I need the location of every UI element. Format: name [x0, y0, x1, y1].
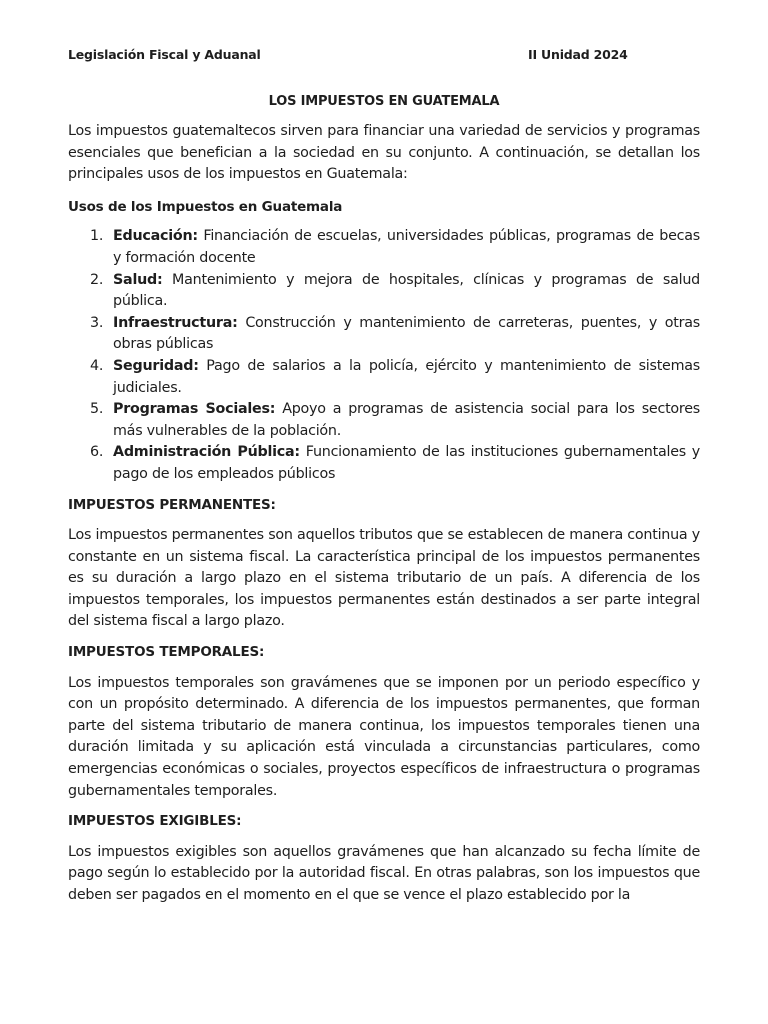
list-item-term: Salud:	[113, 271, 163, 288]
section-heading-exigibles: IMPUESTOS EXIGIBLES:	[68, 813, 242, 830]
document-title: LOS IMPUESTOS EN GUATEMALA	[268, 94, 500, 109]
section-heading-temporales: IMPUESTOS TEMPORALES:	[68, 644, 265, 661]
list-item-term: Infraestructura:	[113, 314, 238, 331]
list-item-number: 3.	[90, 314, 104, 331]
list-item-text: Apoyo a programas de asistencia social para los sectores más vulnerables de la población.	[113, 401, 700, 439]
uses-list	[68, 226, 700, 485]
list-item-number: 4.	[90, 357, 104, 374]
list-item-text: Construcción y mantenimiento de carreteras, puentes, y otras obras públicas	[113, 314, 700, 353]
list-item-text: Financiación de escuelas, universidades públicas, programas de becas y formación docente	[113, 228, 700, 266]
header-unit-label: II Unidad 2024	[528, 47, 628, 62]
header-course-title: Legislación Fiscal y Aduanal	[68, 47, 261, 62]
list-item	[68, 399, 700, 442]
section-body-exigibles: Los impuestos exigibles son aquellos gravámenes que han alcanzado su fecha límite de pago según lo establecido por la autoridad fiscal. En otras palabras, son los impuestos que deben ser pagados en el momento en el que se vence el plazo establecido por la	[68, 843, 700, 903]
list-item-number: 6.	[90, 444, 104, 461]
list-item-text: Funcionamiento de las instituciones gubernamentales y pago de los empleados públicos	[113, 444, 700, 482]
list-item	[68, 442, 700, 485]
intro-paragraph: Los impuestos guatemaltecos sirven para financiar una variedad de servicios y programas esenciales que benefician a la sociedad en su conjunto. A continuación, se detallan los principales usos de los impuestos en Guatemala:	[68, 123, 700, 183]
list-item	[68, 356, 700, 399]
document-body	[68, 121, 700, 916]
list-item-term: Programas Sociales:	[113, 401, 276, 418]
list-item	[68, 270, 700, 313]
list-item-term: Educación:	[113, 228, 198, 245]
section-heading-permanentes: IMPUESTOS PERMANENTES:	[68, 496, 276, 513]
list-item	[68, 313, 700, 356]
section-body-temporales: Los impuestos temporales son gravámenes que se imponen por un periodo específico y con un propósito determinado. A diferencia de los impuestos permanentes, que forman parte del sistema tributario de manera continua, los impuestos temporales tienen una duración limitada y su aplicación está vinculada a circunstancias particulares, como emergencias económicas o sociales, proyectos específicos de infraestructura o programas gubernamentales temporales.	[68, 674, 700, 799]
list-item	[68, 226, 700, 269]
list-item-text: Mantenimiento y mejora de hospitales, clínicas y programas de salud pública.	[113, 271, 700, 310]
uses-heading: Usos de los Impuestos en Guatemala	[68, 198, 343, 215]
list-item-term: Seguridad:	[113, 357, 199, 374]
section-body-permanentes: Los impuestos permanentes son aquellos tributos que se establecen de manera continua y constante en un sistema fiscal. La característica principal de los impuestos permanentes es su duración a largo plazo en el sistema tributario de un país. A diferencia de los impuestos temporales, los impuestos permanentes están destinados a ser parte integral del sistema fiscal a largo plazo.	[68, 527, 700, 630]
list-item-number: 5.	[90, 401, 104, 418]
list-item-term: Administración Pública:	[113, 444, 300, 461]
list-item-number: 2.	[90, 271, 104, 288]
list-item-text: Pago de salarios a la policía, ejército y mantenimiento de sistemas judiciales.	[113, 357, 700, 396]
list-item-number: 1.	[90, 228, 104, 245]
